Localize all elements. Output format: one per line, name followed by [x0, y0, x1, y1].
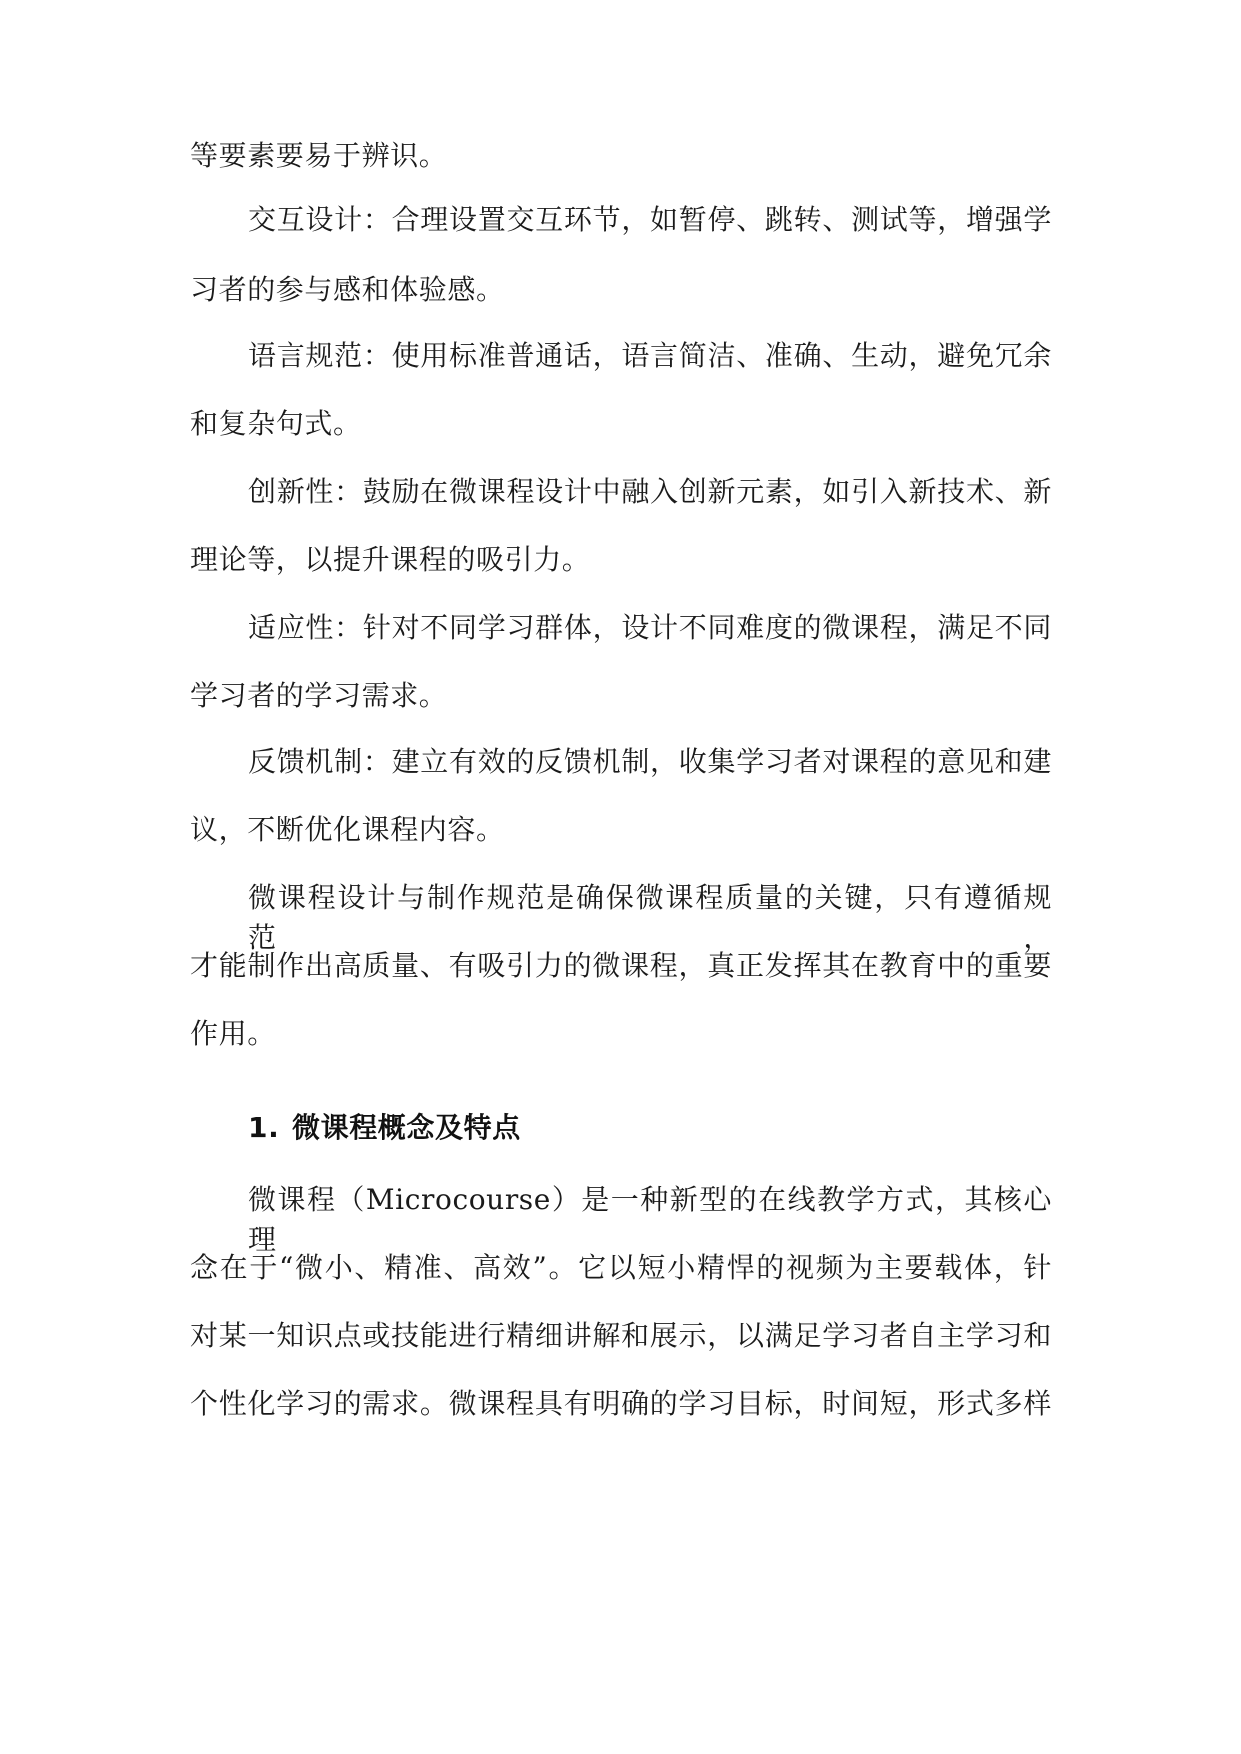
section-body-line-1: 微课程（Microcourse）是一种新型的在线教学方式，其核心理 [248, 1183, 1052, 1256]
language-norm-line-1: 语言规范：使用标准普通话，语言简洁、准确、生动，避免冗余 [248, 339, 1052, 372]
paragraph-continuation-line: 等要素要易于辨识。 [190, 139, 448, 172]
innovation-line-1: 创新性：鼓励在微课程设计中融入创新元素，如引入新技术、新 [248, 475, 1052, 508]
section-body-line-2: 念在于“微小、精准、高效”。它以短小精悍的视频为主要载体，针 [190, 1251, 1052, 1284]
feedback-line-2: 议，不断优化课程内容。 [190, 813, 505, 846]
section-heading [248, 1108, 521, 1148]
summary-line-3: 作用。 [190, 1017, 276, 1050]
section-title: 微课程概念及特点 [292, 1111, 521, 1144]
interaction-design-line-1: 交互设计：合理设置交互环节，如暂停、跳转、测试等，增强学 [248, 203, 1052, 236]
section-number: 1. [248, 1111, 280, 1144]
adaptability-line-2: 学习者的学习需求。 [190, 679, 448, 712]
summary-line-1: 微课程设计与制作规范是确保微课程质量的关键，只有遵循规范， [248, 881, 1052, 954]
innovation-line-2: 理论等，以提升课程的吸引力。 [190, 543, 591, 576]
language-norm-line-2: 和复杂句式。 [190, 407, 362, 440]
feedback-line-1: 反馈机制：建立有效的反馈机制，收集学习者对课程的意见和建 [248, 745, 1052, 778]
summary-line-2: 才能制作出高质量、有吸引力的微课程，真正发挥其在教育中的重要 [190, 949, 1052, 982]
adaptability-line-1: 适应性：针对不同学习群体，设计不同难度的微课程，满足不同 [248, 611, 1052, 644]
section-body-line-3: 对某一知识点或技能进行精细讲解和展示，以满足学习者自主学习和 [190, 1319, 1052, 1352]
interaction-design-line-2: 习者的参与感和体验感。 [190, 273, 505, 306]
section-body-line-4: 个性化学习的需求。微课程具有明确的学习目标，时间短，形式多样 [190, 1387, 1052, 1420]
